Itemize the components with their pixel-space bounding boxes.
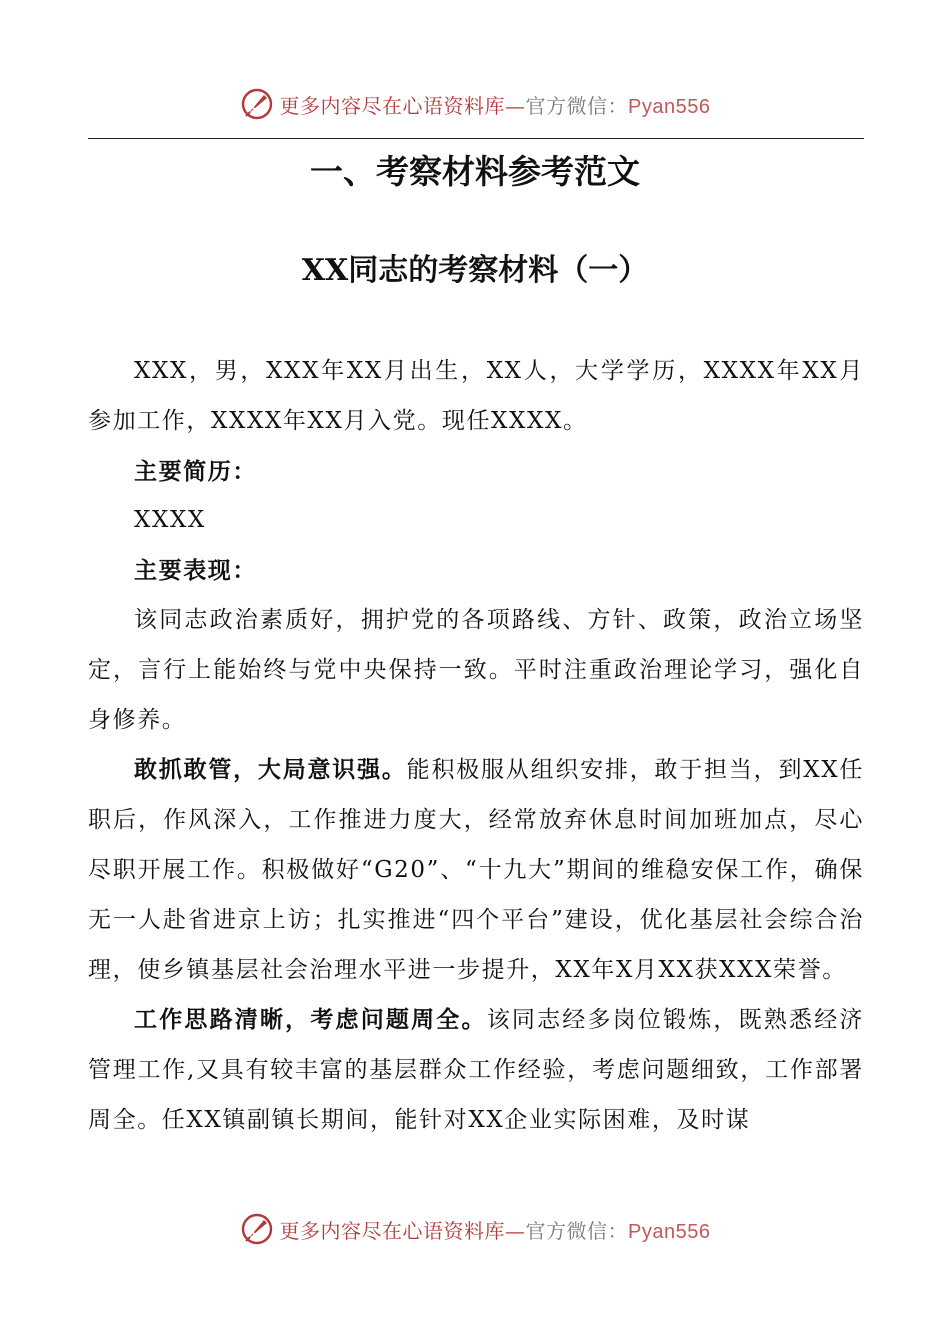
document-title: XX同志的考察材料（一） (301, 253, 649, 288)
document-body (88, 347, 864, 1146)
performance-paragraph-2 (88, 745, 864, 995)
banner-dash: — (505, 93, 526, 118)
performance-paragraph-1: 该同志政治素质好，拥护党的各项路线、方针、政策，政治立场坚定，言行上能始终与党中央保持一致。平时注重政治理论学习，强化自身修养。 (88, 606, 864, 733)
footer-banner-label: 官方微信： (525, 1218, 629, 1243)
footer-banner (0, 1209, 950, 1249)
footer-banner-text (280, 1215, 711, 1244)
paragraph-2-lead: 敢抓敢管，大局意识强。 (134, 756, 407, 784)
paragraph-3-lead: 工作思路清晰，考虑问题周全。 (134, 1006, 487, 1034)
footer-banner-wechat-id: Pyan556 (628, 1220, 711, 1243)
quill-pen-logo-icon (240, 87, 274, 121)
quill-pen-logo-icon (240, 1212, 274, 1246)
intro-paragraph: XXX，男，XXX年XX月出生，XX人，大学学历，XXXX年XX月参加工作，XXXX年XX月入党。现任XXXX。 (88, 358, 864, 434)
banner-slogan: 更多内容尽在心语资料库 (279, 93, 506, 118)
resume-text: XXXX (134, 507, 206, 534)
performance-paragraph-3 (88, 995, 864, 1145)
footer-banner-slogan: 更多内容尽在心语资料库 (279, 1218, 506, 1243)
banner-label: 官方微信： (525, 93, 629, 118)
paragraph-3-text: 该同志经多岗位锻炼，既熟悉经济管理工作,又具有较丰富的基层群众工作经验，考虑问题细致，工作部署周全。任XX镇副镇长期间，能针对XX企业实际困难，及时谋 (88, 1007, 865, 1133)
paragraph-2-text: 能积极服从组织安排，敢于担当，到XX任职后，作风深入，工作推进力度大，经常放弃休息时间加班加点，尽心尽职开展工作。积极做好“G20”、“十九大”期间的维稳安保工作，确保无一人赴省进京上访；扎实推进“四个平台”建设，优化基层社会综合治理，使乡镇基层社会治理水平进一步提升，XX年X月XX获XXX荣誉。 (88, 757, 864, 983)
section-title: 一、考察材料参考范文 (310, 152, 640, 191)
footer-banner-dash: — (505, 1218, 526, 1243)
resume-heading: 主要简历： (134, 457, 257, 485)
header-banner (0, 84, 950, 124)
performance-heading: 主要表现： (134, 557, 257, 585)
banner-wechat-id: Pyan556 (628, 95, 711, 118)
header-divider (88, 138, 864, 139)
banner-text (280, 90, 711, 119)
